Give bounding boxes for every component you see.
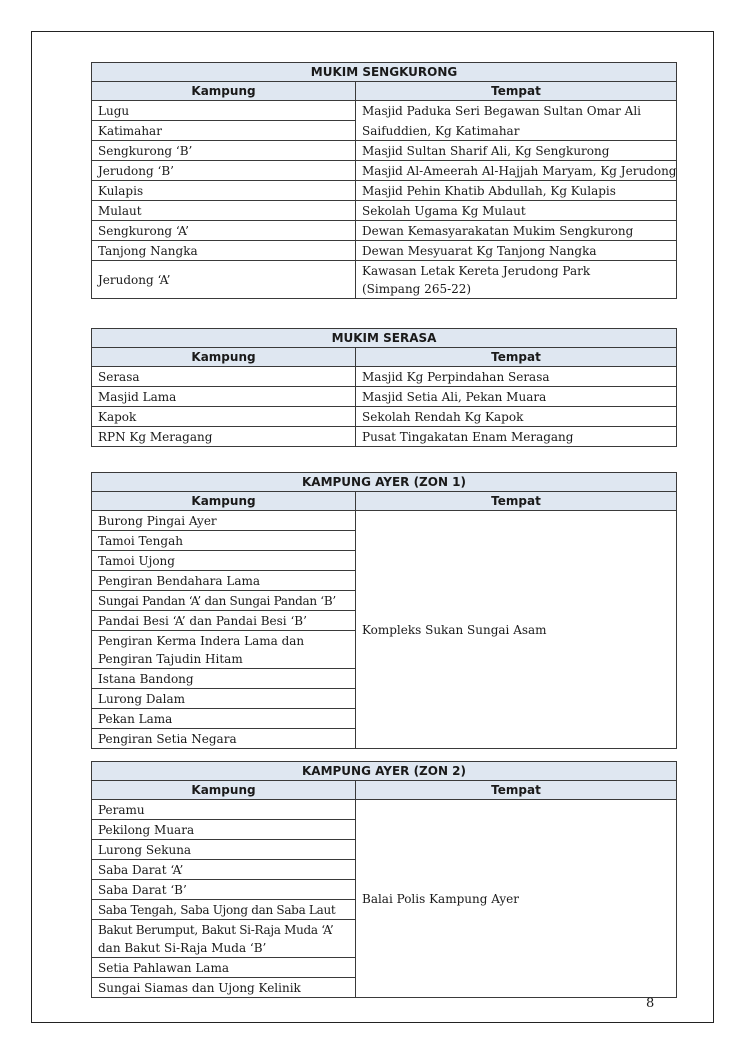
tempat-cell: Sekolah Ugama Kg Mulaut bbox=[356, 201, 677, 221]
column-header-kampung: Kampung bbox=[92, 781, 356, 800]
tempat-cell: Balai Polis Kampung Ayer bbox=[356, 800, 677, 998]
kampung-cell: Sungai Siamas dan Ujong Kelinik bbox=[92, 978, 356, 998]
table-mukim-sengkurong bbox=[91, 62, 677, 299]
kampung-line: dan Bakut Si-Raja Muda ‘B’ bbox=[98, 941, 267, 955]
tempat-cell: Dewan Kemasyarakatan Mukim Sengkurong bbox=[356, 221, 677, 241]
table-row bbox=[92, 121, 677, 141]
table-row bbox=[92, 511, 677, 531]
tempat-line: (Simpang 265-22) bbox=[362, 282, 472, 296]
table-row bbox=[92, 387, 677, 407]
kampung-line: Bakut Berumput, Bakut Si-Raja Muda ‘A’ bbox=[98, 923, 334, 937]
tempat-cell: Masjid Setia Ali, Pekan Muara bbox=[356, 387, 677, 407]
tempat-cell: Pusat Tingakatan Enam Meragang bbox=[356, 427, 677, 447]
table-row bbox=[92, 800, 677, 820]
tempat-cell: Sekolah Rendah Kg Kapok bbox=[356, 407, 677, 427]
tempat-cell: Masjid Al-Ameerah Al-Hajjah Maryam, Kg Jerudong bbox=[356, 161, 677, 181]
table-row bbox=[92, 201, 677, 221]
kampung-cell: Tamoi Tengah bbox=[92, 531, 356, 551]
table-row bbox=[92, 141, 677, 161]
table-row bbox=[92, 221, 677, 241]
table-row bbox=[92, 101, 677, 121]
kampung-cell: Serasa bbox=[92, 367, 356, 387]
tempat-cell: Masjid Pehin Khatib Abdullah, Kg Kulapis bbox=[356, 181, 677, 201]
kampung-cell: Katimahar bbox=[92, 121, 356, 141]
table-title: KAMPUNG AYER (ZON 1) bbox=[92, 473, 677, 492]
tempat-cell bbox=[356, 261, 677, 299]
kampung-cell: Masjid Lama bbox=[92, 387, 356, 407]
tempat-cell: Masjid Sultan Sharif Ali, Kg Sengkurong bbox=[356, 141, 677, 161]
table-row bbox=[92, 367, 677, 387]
kampung-cell: Pandai Besi ‘A’ dan Pandai Besi ‘B’ bbox=[92, 611, 356, 631]
kampung-cell: Pengiran Bendahara Lama bbox=[92, 571, 356, 591]
kampung-cell: Tamoi Ujong bbox=[92, 551, 356, 571]
kampung-cell: Sengkurong ‘B’ bbox=[92, 141, 356, 161]
table-title: MUKIM SENGKURONG bbox=[92, 63, 677, 82]
kampung-cell: RPN Kg Meragang bbox=[92, 427, 356, 447]
tempat-cell: Masjid Paduka Seri Begawan Sultan Omar Ali bbox=[356, 101, 677, 121]
kampung-cell: Pengiran Setia Negara bbox=[92, 729, 356, 749]
column-header-kampung: Kampung bbox=[92, 492, 356, 511]
kampung-cell: Setia Pahlawan Lama bbox=[92, 958, 356, 978]
column-header-tempat: Tempat bbox=[356, 492, 677, 511]
table-mukim-serasa bbox=[91, 328, 677, 447]
column-header-kampung: Kampung bbox=[92, 82, 356, 101]
kampung-cell: Sungai Pandan ‘A’ dan Sungai Pandan ‘B’ bbox=[92, 591, 356, 611]
column-header-tempat: Tempat bbox=[356, 82, 677, 101]
kampung-cell: Sengkurong ‘A’ bbox=[92, 221, 356, 241]
table-row bbox=[92, 261, 677, 299]
kampung-line: Pengiran Tajudin Hitam bbox=[98, 652, 243, 666]
column-header-tempat: Tempat bbox=[356, 348, 677, 367]
kampung-line: Pengiran Kerma Indera Lama dan bbox=[98, 634, 305, 648]
table-row bbox=[92, 181, 677, 201]
tempat-cell: Saifuddien, Kg Katimahar bbox=[356, 121, 677, 141]
kampung-cell: Saba Tengah, Saba Ujong dan Saba Laut bbox=[92, 900, 356, 920]
kampung-cell bbox=[92, 631, 356, 669]
kampung-cell: Pekan Lama bbox=[92, 709, 356, 729]
kampung-cell: Pekilong Muara bbox=[92, 820, 356, 840]
kampung-cell: Tanjong Nangka bbox=[92, 241, 356, 261]
kampung-cell: Lurong Sekuna bbox=[92, 840, 356, 860]
tempat-line: Kawasan Letak Kereta Jerudong Park bbox=[362, 264, 591, 278]
table-row bbox=[92, 241, 677, 261]
kampung-cell: Peramu bbox=[92, 800, 356, 820]
tempat-cell: Dewan Mesyuarat Kg Tanjong Nangka bbox=[356, 241, 677, 261]
table-title: MUKIM SERASA bbox=[92, 329, 677, 348]
kampung-cell: Jerudong ‘A’ bbox=[92, 261, 356, 299]
kampung-cell: Saba Darat ‘A’ bbox=[92, 860, 356, 880]
table-kampung-ayer-zon-1 bbox=[91, 472, 677, 749]
table-row bbox=[92, 161, 677, 181]
kampung-cell: Saba Darat ‘B’ bbox=[92, 880, 356, 900]
kampung-cell: Istana Bandong bbox=[92, 669, 356, 689]
tempat-cell: Kompleks Sukan Sungai Asam bbox=[356, 511, 677, 749]
table-kampung-ayer-zon-2 bbox=[91, 761, 677, 998]
column-header-tempat: Tempat bbox=[356, 781, 677, 800]
table-row bbox=[92, 427, 677, 447]
table-title: KAMPUNG AYER (ZON 2) bbox=[92, 762, 677, 781]
page-number: 8 bbox=[646, 996, 655, 1011]
kampung-cell bbox=[92, 920, 356, 958]
kampung-cell: Kulapis bbox=[92, 181, 356, 201]
tempat-cell: Masjid Kg Perpindahan Serasa bbox=[356, 367, 677, 387]
kampung-cell: Jerudong ‘B’ bbox=[92, 161, 356, 181]
kampung-cell: Mulaut bbox=[92, 201, 356, 221]
table-row bbox=[92, 407, 677, 427]
kampung-cell: Lugu bbox=[92, 101, 356, 121]
kampung-cell: Kapok bbox=[92, 407, 356, 427]
column-header-kampung: Kampung bbox=[92, 348, 356, 367]
kampung-cell: Burong Pingai Ayer bbox=[92, 511, 356, 531]
kampung-cell: Lurong Dalam bbox=[92, 689, 356, 709]
